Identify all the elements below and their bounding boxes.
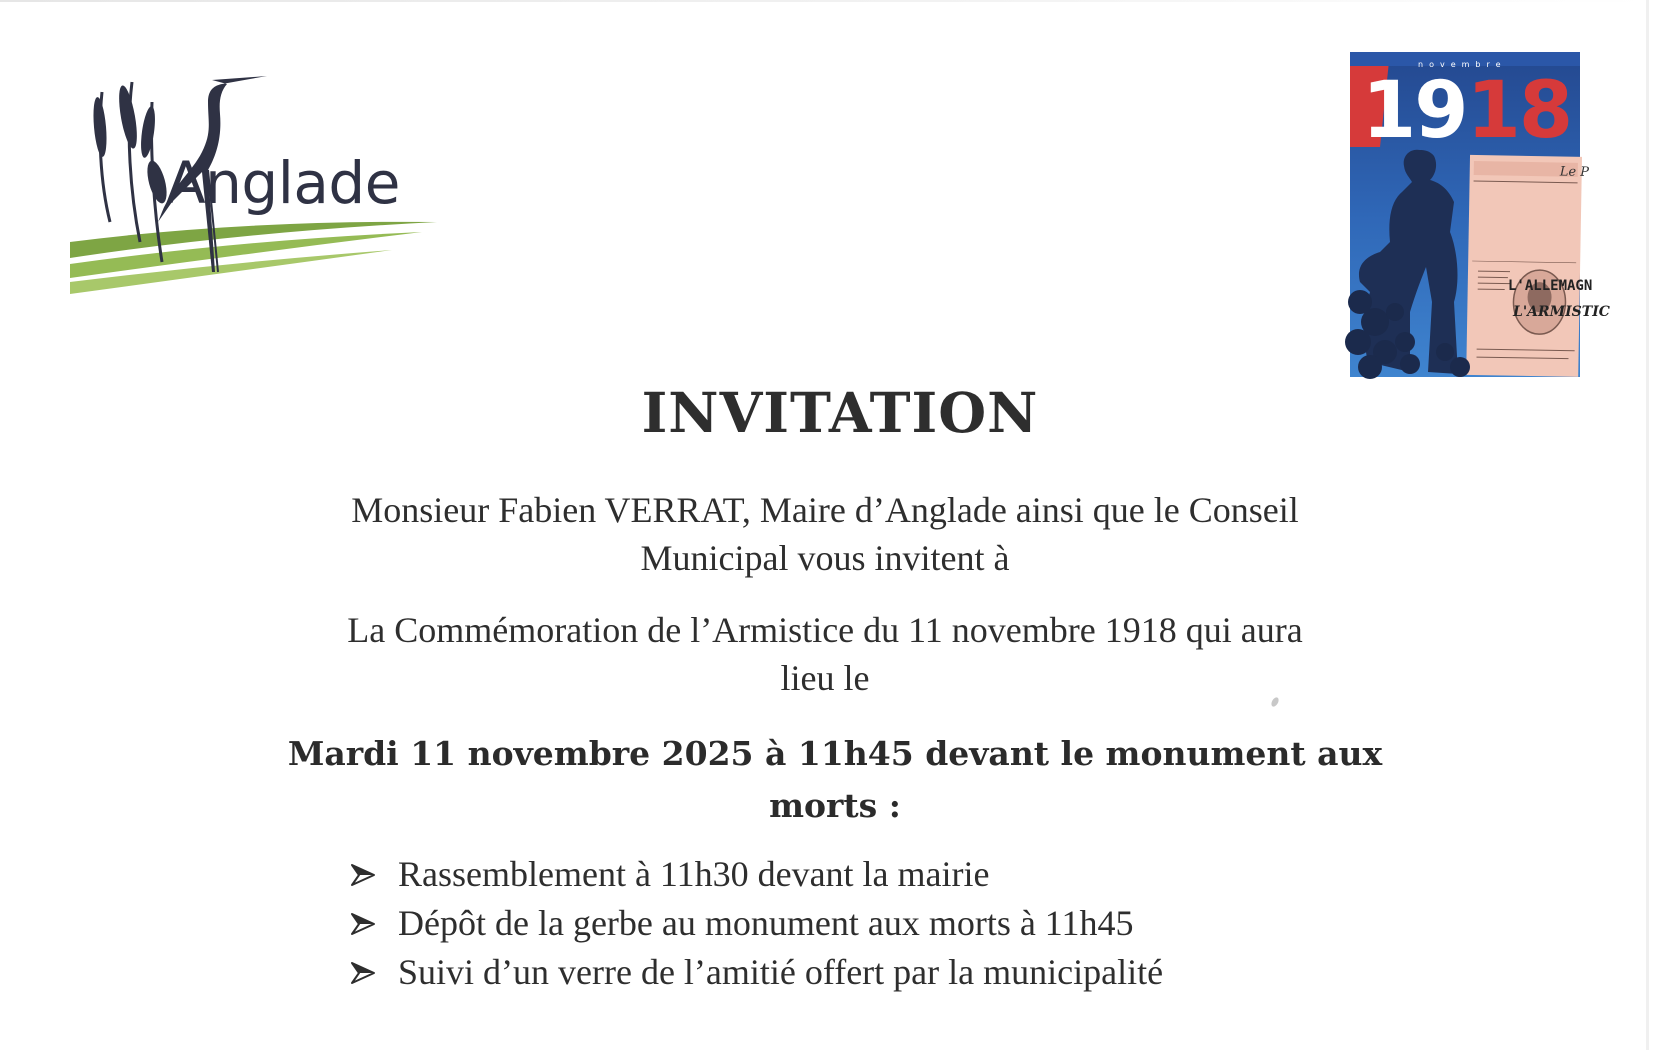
- logo-text: Anglade: [166, 149, 400, 217]
- date-line-1: Mardi 11 novembre 2025 à 11h45 devant le monument aux: [287, 734, 1383, 773]
- armistice-1918-poster: [1350, 52, 1610, 377]
- schedule-item: [350, 948, 1163, 997]
- poster-year: [1362, 66, 1572, 156]
- intro-line-1: Monsieur Fabien VERRAT, Maire d’Anglade ainsi que le Conseil: [351, 490, 1299, 530]
- poster-year-digit: 1: [1362, 66, 1415, 156]
- schedule-item: [350, 899, 1163, 948]
- poster-year-digit: 1: [1466, 66, 1519, 156]
- arrow-bullet-icon: [350, 960, 376, 986]
- intro-line-2: Municipal vous invitent à: [640, 538, 1010, 578]
- poster-year-digit: 9: [1414, 66, 1467, 156]
- invitation-title: INVITATION: [641, 380, 1039, 445]
- arrow-bullet-icon: [350, 862, 376, 888]
- event-line-2: lieu le: [780, 658, 870, 698]
- poster-month: novembre: [1418, 60, 1507, 69]
- scan-edge-right: [1646, 0, 1649, 1050]
- intro-paragraph: [205, 486, 1445, 582]
- anglade-logo: [62, 72, 442, 302]
- schedule-item: [350, 850, 1163, 899]
- arrow-bullet-icon: [350, 911, 376, 937]
- schedule-item-text: Suivi d’un verre de l’amitié offert par la municipalité: [398, 952, 1164, 992]
- date-line-2: morts :: [769, 786, 901, 825]
- poster-year-digit: 8: [1518, 66, 1572, 156]
- newspaper-masthead: Le P: [1559, 164, 1590, 181]
- schedule-item-text: Rassemblement à 11h30 devant la mairie: [398, 854, 990, 894]
- event-date: [210, 728, 1460, 832]
- newspaper-headline-2: L'ARMISTIC: [1513, 304, 1610, 320]
- scan-edge: [0, 0, 1649, 2]
- event-line-1: La Commémoration de l’Armistice du 11 novembre 1918 qui aura: [347, 610, 1303, 650]
- schedule-item-text: Dépôt de la gerbe au monument aux morts à 11h45: [398, 903, 1134, 943]
- event-paragraph: [190, 606, 1460, 702]
- newspaper-headline-1: L'ALLEMAGN: [1508, 278, 1593, 294]
- schedule-list: [350, 850, 1163, 997]
